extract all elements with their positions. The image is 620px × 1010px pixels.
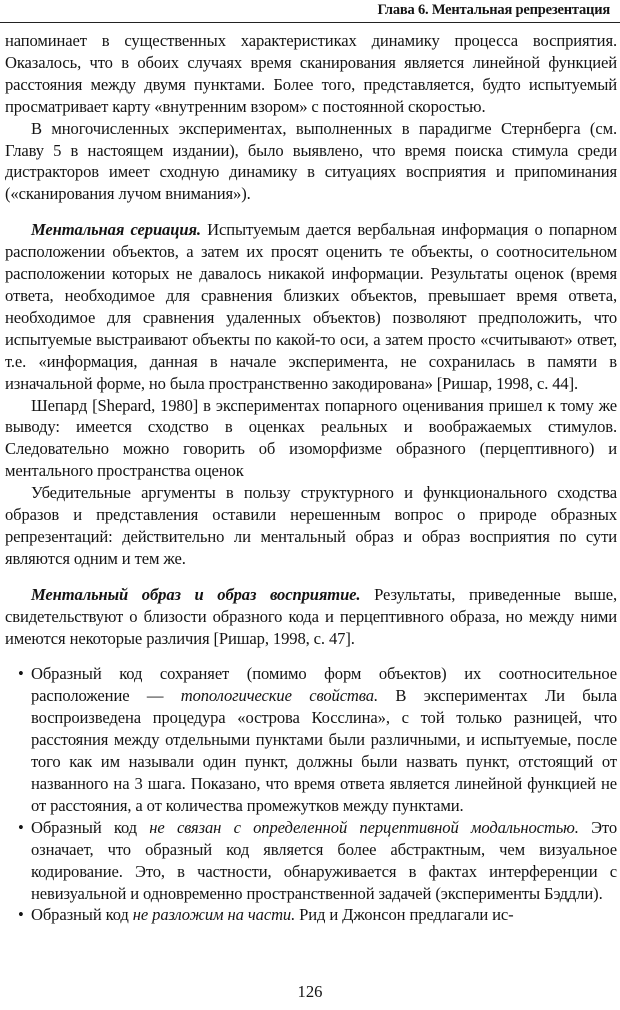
list-item-emphasis: не связан с определенной перцептивной модальностью. [149, 817, 579, 837]
list-item [5, 904, 617, 926]
header-rule [0, 22, 620, 23]
page-body [5, 30, 617, 926]
list-item-text: Это означает, что образный код является более абстрактным, чем визуальное кодирование. Это, в частности, обнаруживается в фактах интерференции с невизуальной и одновременно пространственной задачей (эксперименты Бэддли). [31, 817, 617, 903]
runin-heading-image-vs-perception: Ментальный образ и образ восприятие. [31, 584, 361, 604]
running-head: Глава 6. Ментальная репрезентация [377, 2, 610, 18]
paragraph-image-vs-perception [5, 584, 617, 650]
list-item-emphasis: топологические свойства. [180, 686, 378, 706]
section-gap [5, 205, 617, 219]
list-item-text: В экспериментах Ли была воспроизведена процедура «острова Косслина», с той только разницей, что расстояния между отдельными пунктами были различными, и испытуемые, после того как им называли один пункт, должны были назвать пункт, отстоящий от названного на 3 шага. Показано, что время ответа является линейной функцией не от расстояния, а от количества промежутков между пунктами. [31, 686, 617, 815]
list-item-emphasis: не разложим на части. [132, 905, 296, 925]
page-number: 126 [297, 982, 323, 1001]
paragraph-sternberg: В многочисленных экспериментах, выполненных в парадигме Стернберга (см. Главу 5 в настоящем издании), было выявлено, что время поиска стимула среди дистракторов имеет сходную динамику в ситуациях восприятия и припоминания («сканирования лучом внимания»). [5, 118, 617, 204]
runin-heading-mental-seriation: Ментальная сериация. [31, 220, 201, 240]
list-item [5, 817, 617, 905]
bullet-marker: • [18, 817, 24, 837]
list-item-text: Рид и Джонсон предлагали ис- [295, 905, 514, 925]
section-gap [5, 570, 617, 584]
paragraph-mental-seriation-text: Испытуемым дается вербальная информация о попарном расположении объектов, а затем их просят оценить те объекты, о соотносительном расположении которых не давалось никакой информации. Результаты оценок (время ответа, необходимое для сравнения близких объектов, превышает время ответа, необходимое для сравнения удаленных объектов) позволяют предположить, что испытуемые выстраивают объекты по какой-то оси, а затем просто «считывают» ответ, т.е. «информация, данная в начале эксперимента, не сохранилась в памяти в изначальной форме, но была пространственно закодирована» [Ришар, 1998, с. 44]. [5, 220, 617, 393]
paragraph-continuation: напоминает в существенных характеристиках динамику процесса восприятия. Оказалось, что в обоих случаях время сканирования является линейной функцией расстояния между двумя пунктами. Более того, представляется, будто испытуемый просматривает карту «внутренним взором» с постоянной скоростью. [5, 31, 617, 116]
paragraph-shepard: Шепард [Shepard, 1980] в экспериментах попарного оценивания пришел к тому же выводу: имеется сходство в оценках реальных и воображаемых стимулов. Следовательно можно говорить об изоморфизме образного (перцептивного) и ментального пространства оценок [5, 395, 617, 481]
list-item-text: Образный код сохраняет (помимо форм объектов) их соотносительное расположение — [31, 664, 617, 706]
paragraph-image-vs-perception-text: Результаты, приведенные выше, свидетельствуют о близости образного кода и перцептивного образа, но между ними имеются некоторые различия [Ришар, 1998, с. 47]. [5, 584, 617, 648]
list-item [5, 663, 617, 816]
list-item-text: Образный код [31, 817, 150, 837]
paragraph-mental-seriation [5, 219, 617, 394]
list-item-text: Образный код [31, 905, 133, 925]
bullet-list [5, 663, 617, 926]
paragraph-arguments: Убедительные аргументы в пользу структурного и функционального сходства образов и представления оставили нерешенным вопрос о природе образных репрезентаций: действительно ли ментальный образ и образ восприятия по сути являются одним и тем же. [5, 483, 617, 568]
bullet-marker: • [18, 664, 24, 684]
bullet-marker: • [18, 905, 24, 925]
section-gap [5, 649, 617, 663]
